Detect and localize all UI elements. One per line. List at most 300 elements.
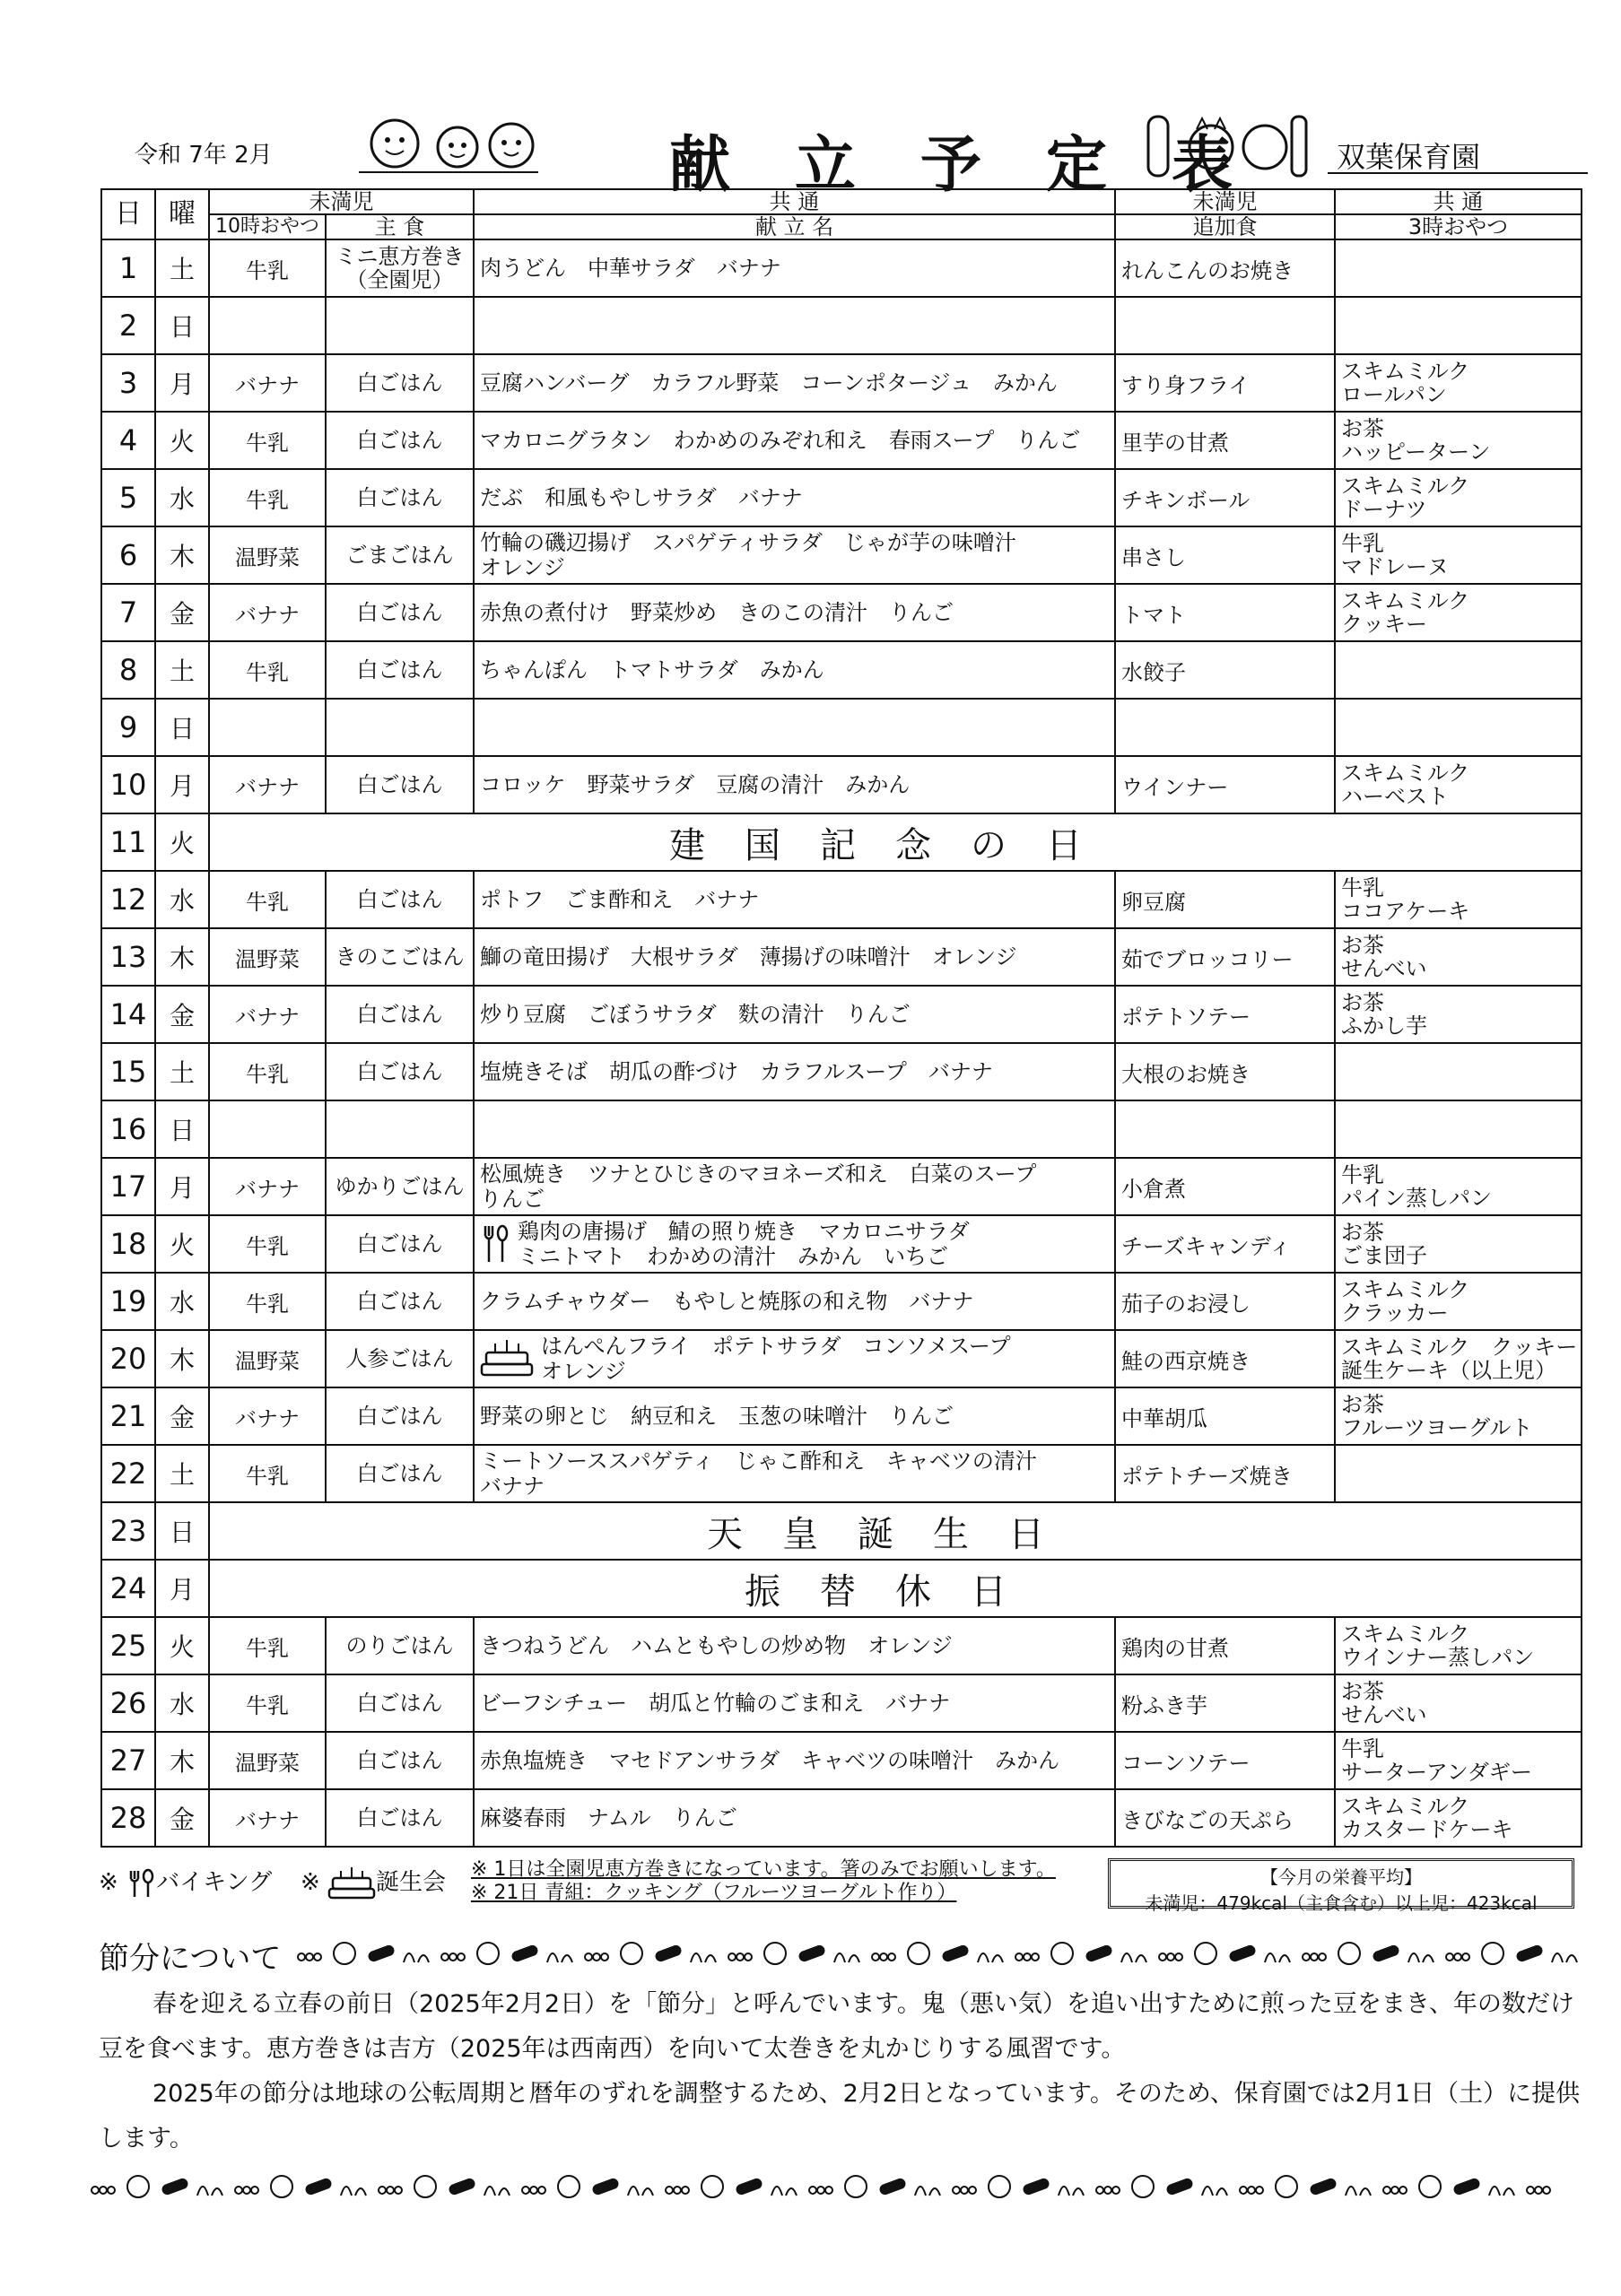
setsubun-motif-icon: [1408, 1953, 1434, 1962]
weekday-cell: 日: [155, 1100, 209, 1158]
extra-food-cell: 鮭の西京焼き: [1115, 1330, 1335, 1387]
dishes-cell: 鶏肉の唐揚げ 鯖の照り焼き マカロニサラダ ミニトマト わかめの清汁 みかん いちご: [474, 1215, 1115, 1273]
header-dishes: 献 立 名: [474, 214, 1115, 239]
extra-food-cell: すり身フライ: [1115, 354, 1335, 412]
extra-food-cell: チキンボール: [1115, 469, 1335, 526]
nursery-underline: [1328, 172, 1588, 174]
table-row: [101, 986, 1582, 1043]
snack3-cell: 牛乳 ココアケーキ: [1335, 871, 1582, 928]
weekday-cell: 金: [155, 584, 209, 641]
staple-cell: ごまごはん: [326, 526, 474, 584]
extra-food-cell: 粉ふき芋: [1115, 1674, 1335, 1732]
page-title: 献 立 予 定 表: [668, 130, 1233, 201]
setsubun-motif-icon: [1121, 1953, 1146, 1962]
day-cell: 5: [101, 469, 155, 526]
setsubun-motif-icon: [1489, 2187, 1514, 2196]
table-row: [101, 871, 1582, 928]
setsubun-motif-icon: [1452, 2177, 1481, 2196]
extra-food-cell: ポテトソテー: [1115, 986, 1335, 1043]
setsubun-motif-icon: [547, 1953, 572, 1962]
snack10-cell: 牛乳: [209, 1215, 326, 1273]
nursery-name: 双葉保育園: [1337, 140, 1481, 174]
day-cell: 15: [101, 1043, 155, 1100]
day-cell: 10: [101, 756, 155, 813]
holiday-cell: 振替休日: [209, 1560, 1582, 1617]
setsubun-motif-icon: [1015, 1953, 1039, 1961]
snack3-cell: 牛乳 サーターアンダギー: [1335, 1732, 1582, 1789]
dishes-cell: [474, 1100, 1115, 1158]
table-row: [101, 699, 1582, 756]
staple-cell: 白ごはん: [326, 354, 474, 412]
header-extra: 追加食: [1115, 214, 1335, 239]
snack3-cell: スキムミルク カスタードケーキ: [1335, 1789, 1582, 1847]
staple-cell: 白ごはん: [326, 986, 474, 1043]
setsubun-motif-icon: [441, 1953, 465, 1961]
day-cell: 11: [101, 813, 155, 871]
table-row: [101, 1387, 1582, 1445]
table-row: [101, 928, 1582, 986]
setsubun-motif-icon: [1096, 2187, 1120, 2194]
table-row: [101, 1789, 1582, 1847]
setsubun-border-bottom-icon: [90, 2170, 1588, 2203]
extra-food-cell: 茄子のお浸し: [1115, 1273, 1335, 1330]
snack10-cell: 牛乳: [209, 641, 326, 699]
snack3-cell: スキムミルク クラッカー: [1335, 1273, 1582, 1330]
dishes-cell: [474, 297, 1115, 354]
dishes-cell: 炒り豆腐 ごぼうサラダ 麩の清汁 りんご: [474, 986, 1115, 1043]
snack3-cell: スキムミルク ロールパン: [1335, 354, 1582, 412]
setsubun-motif-icon: [1276, 2176, 1297, 2197]
menu-table: [100, 188, 1582, 1848]
snack3-cell: お茶 せんべい: [1335, 1674, 1582, 1732]
extra-food-cell: れんこんのお焼き: [1115, 239, 1335, 297]
weekday-cell: 月: [155, 756, 209, 813]
extra-food-cell: [1115, 1100, 1335, 1158]
weekday-cell: 水: [155, 1273, 209, 1330]
birthday-cake-icon: [480, 1338, 534, 1379]
extra-food-cell: ポテトチーズ焼き: [1115, 1445, 1335, 1502]
children-mascot-icon: [341, 109, 547, 181]
setsubun-motif-icon: [1527, 2187, 1550, 2194]
setsubun-motif-icon: [764, 1943, 786, 1964]
snack3-cell: [1335, 699, 1582, 756]
snack10-cell: バナナ: [209, 1387, 326, 1445]
dishes-cell: 豆腐ハンバーグ カラフル野菜 コーンポタージュ みかん: [474, 354, 1115, 412]
snack3-cell: お茶 ふかし芋: [1335, 986, 1582, 1043]
extra-food-cell: チーズキャンディ: [1115, 1215, 1335, 1273]
setsubun-motif-icon: [367, 1944, 396, 1963]
weekday-cell: 火: [155, 1617, 209, 1674]
setsubun-motif-icon: [1195, 1943, 1216, 1964]
setsubun-motif-icon: [558, 2176, 580, 2197]
dishes-cell: ミートソーススパゲティ じゃこ酢和え キャベツの清汁 バナナ: [474, 1445, 1115, 1502]
extra-food-cell: 大根のお焼き: [1115, 1043, 1335, 1100]
staple-cell: 白ごはん: [326, 756, 474, 813]
setsubun-motif-icon: [1552, 1953, 1577, 1962]
header-group-miman: 未満児: [209, 189, 474, 214]
staple-cell: 人参ごはん: [326, 1330, 474, 1387]
header-staple: 主 食: [326, 214, 474, 239]
snack10-cell: バナナ: [209, 986, 326, 1043]
day-cell: 25: [101, 1617, 155, 1674]
setsubun-motif-icon: [1482, 1943, 1503, 1964]
setsubun-motif-icon: [585, 1953, 608, 1961]
setsubun-motif-icon: [834, 1953, 859, 1962]
dishes-cell: 野菜の卵とじ 納豆和え 玉葱の味噌汁 りんご: [474, 1387, 1115, 1445]
fork-spoon-icon: [126, 1868, 156, 1899]
staple-cell: [326, 297, 474, 354]
setsubun-motif-icon: [298, 1953, 321, 1961]
dishes-cell: マカロニグラタン わかめのみぞれ和え 春雨スープ りんご: [474, 412, 1115, 469]
setsubun-motif-icon: [978, 1953, 1003, 1962]
snack10-cell: 牛乳: [209, 469, 326, 526]
setsubun-motif-icon: [628, 2187, 653, 2196]
day-cell: 23: [101, 1502, 155, 1560]
dishes-cell: 竹輪の磯辺揚げ スパゲティサラダ じゃが芋の味噌汁 オレンジ: [474, 526, 1115, 584]
snack10-cell: 温野菜: [209, 928, 326, 986]
setsubun-motif-icon: [1309, 2177, 1338, 2196]
setsubun-motif-icon: [522, 2187, 545, 2194]
staple-cell: 白ごはん: [326, 1445, 474, 1502]
table-row: [101, 1674, 1582, 1732]
table-row: [101, 1273, 1582, 1330]
dishes-cell: だぶ 和風もやしサラダ バナナ: [474, 469, 1115, 526]
weekday-cell: 水: [155, 1674, 209, 1732]
day-cell: 16: [101, 1100, 155, 1158]
dishes-cell: 赤魚の煮付け 野菜炒め きのこの清汁 りんご: [474, 584, 1115, 641]
nutrition-title: 【今月の栄養平均】: [1260, 1866, 1422, 1888]
setsubun-motif-icon: [809, 2187, 832, 2194]
snack10-cell: 牛乳: [209, 239, 326, 297]
dishes-cell: ビーフシチュー 胡瓜と竹輪のごま和え バナナ: [474, 1674, 1115, 1732]
day-cell: 17: [101, 1158, 155, 1215]
setsubun-motif-icon: [621, 1943, 642, 1964]
day-cell: 21: [101, 1387, 155, 1445]
staple-cell: ゆかりごはん: [326, 1158, 474, 1215]
setsubun-motif-icon: [666, 2187, 689, 2194]
setsubun-paragraph-2: 2025年の節分は地球の公転周期と暦年のずれを調整するため、2月2日となっています。そのため、保育園では2月1日（土）に提供します。: [99, 2080, 1581, 2152]
header-weekday: 曜: [155, 189, 209, 239]
setsubun-motif-icon: [414, 2176, 436, 2197]
snack3-cell: [1335, 1043, 1582, 1100]
day-cell: 4: [101, 412, 155, 469]
setsubun-motif-icon: [1165, 2177, 1194, 2196]
note-1: ※ 1日は全園児恵方巻きになっています。箸のみでお願いします。: [471, 1858, 1056, 1881]
staple-cell: 白ごはん: [326, 412, 474, 469]
setsubun-motif-icon: [728, 1953, 752, 1961]
table-row: [101, 1732, 1582, 1789]
setsubun-motif-icon: [878, 2177, 907, 2196]
snack3-cell: お茶 ごま団子: [1335, 1215, 1582, 1273]
staple-cell: 白ごはん: [326, 1674, 474, 1732]
day-cell: 1: [101, 239, 155, 297]
snack3-cell: スキムミルク クッキー 誕生ケーキ（以上児）: [1335, 1330, 1582, 1387]
snack10-cell: 牛乳: [209, 1674, 326, 1732]
extra-food-cell: きびなごの天ぷら: [1115, 1789, 1335, 1847]
setsubun-motif-icon: [1202, 2187, 1227, 2196]
day-cell: 20: [101, 1330, 155, 1387]
setsubun-motif-icon: [379, 2187, 402, 2194]
day-cell: 12: [101, 871, 155, 928]
staple-cell: ミニ恵方巻き （全園児）: [326, 239, 474, 297]
day-cell: 19: [101, 1273, 155, 1330]
snack10-cell: 牛乳: [209, 412, 326, 469]
staple-cell: 白ごはん: [326, 871, 474, 928]
table-row: [101, 469, 1582, 526]
setsubun-motif-icon: [1515, 1944, 1544, 1963]
day-cell: 26: [101, 1674, 155, 1732]
setsubun-motif-icon: [334, 1943, 355, 1964]
staple-cell: 白ごはん: [326, 1273, 474, 1330]
staple-cell: 白ごはん: [326, 1732, 474, 1789]
setsubun-motif-icon: [235, 2187, 258, 2194]
dishes-cell: クラムチャウダー もやしと焼豚の和え物 バナナ: [474, 1273, 1115, 1330]
extra-food-cell: [1115, 297, 1335, 354]
table-row: [101, 297, 1582, 354]
extra-food-cell: 串さし: [1115, 526, 1335, 584]
extra-food-cell: [1115, 699, 1335, 756]
dishes-cell: [474, 699, 1115, 756]
header-snack10: 10時おやつ: [209, 214, 326, 239]
weekday-cell: 日: [155, 297, 209, 354]
dishes-cell: コロッケ 野菜サラダ 豆腐の清汁 みかん: [474, 756, 1115, 813]
dishes-cell: 麻婆春雨 ナムル りんご: [474, 1789, 1115, 1847]
setsubun-motif-icon: [341, 2187, 366, 2196]
setsubun-motif-icon: [1022, 2177, 1050, 2196]
snack10-cell: バナナ: [209, 1158, 326, 1215]
snack10-cell: 牛乳: [209, 1273, 326, 1330]
weekday-cell: 金: [155, 1387, 209, 1445]
snack10-cell: 牛乳: [209, 1617, 326, 1674]
snack10-cell: [209, 699, 326, 756]
setsubun-motif-icon: [1228, 1944, 1257, 1963]
table-row: [101, 1330, 1582, 1387]
snack3-cell: スキムミルク クッキー: [1335, 584, 1582, 641]
setsubun-motif-icon: [92, 2187, 115, 2194]
table-row: [101, 526, 1582, 584]
extra-food-cell: 中華胡瓜: [1115, 1387, 1335, 1445]
nutrition-box: [1108, 1858, 1574, 1914]
dishes-cell: 肉うどん 中華サラダ バナナ: [474, 239, 1115, 297]
legend-viking: ※ バイキング: [99, 1864, 272, 1899]
setsubun-motif-icon: [448, 2177, 476, 2196]
setsubun-motif-icon: [654, 1944, 683, 1963]
weekday-cell: 月: [155, 354, 209, 412]
setsubun-motif-icon: [1446, 1953, 1469, 1961]
day-cell: 27: [101, 1732, 155, 1789]
extra-food-cell: 鶏肉の甘煮: [1115, 1617, 1335, 1674]
setsubun-motif-icon: [771, 2187, 797, 2196]
day-cell: 9: [101, 699, 155, 756]
staple-cell: 白ごはん: [326, 1043, 474, 1100]
snack3-cell: お茶 ハッピーターン: [1335, 412, 1582, 469]
staple-cell: 白ごはん: [326, 469, 474, 526]
setsubun-motif-icon: [477, 1943, 499, 1964]
day-cell: 3: [101, 354, 155, 412]
snack3-cell: お茶 せんべい: [1335, 928, 1582, 986]
era-date: 令和 7年 2月: [135, 142, 273, 169]
weekday-cell: 月: [155, 1158, 209, 1215]
weekday-cell: 水: [155, 469, 209, 526]
snack10-cell: 牛乳: [209, 871, 326, 928]
weekday-cell: 火: [155, 813, 209, 871]
table-row: [101, 1445, 1582, 1502]
header-group-miman2: 未満児: [1115, 189, 1335, 214]
day-cell: 7: [101, 584, 155, 641]
fork-spoon-icon: [480, 1223, 510, 1265]
dishes-cell: ちゃんぽん トマトサラダ みかん: [474, 641, 1115, 699]
weekday-cell: 火: [155, 412, 209, 469]
snack3-cell: スキムミルク ウインナー蒸しパン: [1335, 1617, 1582, 1674]
table-row: [101, 1100, 1582, 1158]
setsubun-motif-icon: [908, 1943, 929, 1964]
table-row: [101, 1158, 1582, 1215]
snack10-cell: バナナ: [209, 584, 326, 641]
weekday-cell: 火: [155, 1215, 209, 1273]
weekday-cell: 日: [155, 699, 209, 756]
day-cell: 6: [101, 526, 155, 584]
setsubun-motif-icon: [1338, 1943, 1360, 1964]
table-row: [101, 1502, 1582, 1560]
snack10-cell: [209, 1100, 326, 1158]
weekday-cell: 木: [155, 526, 209, 584]
weekday-cell: 日: [155, 1502, 209, 1560]
oni-mascot-icon: [1130, 109, 1310, 181]
weekday-cell: 土: [155, 641, 209, 699]
snack3-cell: [1335, 297, 1582, 354]
staple-cell: 白ごはん: [326, 641, 474, 699]
extra-food-cell: 水餃子: [1115, 641, 1335, 699]
weekday-cell: 木: [155, 1732, 209, 1789]
setsubun-motif-icon: [510, 1944, 539, 1963]
table-row: [101, 239, 1582, 297]
setsubun-motif-icon: [271, 2176, 292, 2197]
staple-cell: のりごはん: [326, 1617, 474, 1674]
setsubun-motif-icon: [197, 2187, 222, 2196]
setsubun-motif-icon: [989, 2176, 1010, 2197]
snack3-cell: スキムミルク ドーナツ: [1335, 469, 1582, 526]
table-row: [101, 756, 1582, 813]
snack3-cell: [1335, 641, 1582, 699]
setsubun-motif-icon: [161, 2177, 189, 2196]
setsubun-motif-icon: [872, 1953, 895, 1961]
setsubun-motif-icon: [735, 2177, 763, 2196]
day-cell: 13: [101, 928, 155, 986]
day-cell: 18: [101, 1215, 155, 1273]
weekday-cell: 土: [155, 239, 209, 297]
weekday-cell: 木: [155, 1330, 209, 1387]
setsubun-motif-icon: [484, 2187, 510, 2196]
birthday-cake-icon: [327, 1866, 376, 1901]
staple-cell: きのこごはん: [326, 928, 474, 986]
extra-food-cell: トマト: [1115, 584, 1335, 641]
weekday-cell: 木: [155, 928, 209, 986]
snack10-cell: バナナ: [209, 756, 326, 813]
dishes-cell: きつねうどん ハムともやしの炒め物 オレンジ: [474, 1617, 1115, 1674]
table-row: [101, 641, 1582, 699]
extra-food-cell: 卵豆腐: [1115, 871, 1335, 928]
weekday-cell: 土: [155, 1043, 209, 1100]
header-group-kyotsu: 共 通: [474, 189, 1115, 214]
nutrition-value: 未満児：479kcal（主食含む）以上児：423kcal: [1145, 1892, 1538, 1914]
header-day: 日: [101, 189, 155, 239]
note-2: ※ 21日 青組：クッキング（フルーツヨーグルト作り）: [471, 1882, 957, 1904]
setsubun-border-top-icon: [296, 1937, 1588, 1970]
snack3-cell: スキムミルク ハーベスト: [1335, 756, 1582, 813]
weekday-cell: 金: [155, 1789, 209, 1847]
setsubun-motif-icon: [1159, 1953, 1182, 1961]
day-cell: 24: [101, 1560, 155, 1617]
setsubun-motif-icon: [1383, 2187, 1407, 2194]
staple-cell: [326, 699, 474, 756]
weekday-cell: 金: [155, 986, 209, 1043]
extra-food-cell: コーンソテー: [1115, 1732, 1335, 1789]
table-row: [101, 412, 1582, 469]
staple-cell: 白ごはん: [326, 1387, 474, 1445]
weekday-cell: 水: [155, 871, 209, 928]
dishes-cell: はんぺんフライ ポテトサラダ コンソメスープ オレンジ: [474, 1330, 1115, 1387]
snack10-cell: 牛乳: [209, 1445, 326, 1502]
weekday-cell: 土: [155, 1445, 209, 1502]
dishes-cell: ポトフ ごま酢和え バナナ: [474, 871, 1115, 928]
setsubun-motif-icon: [1419, 2176, 1441, 2197]
dishes-cell: 塩焼きそば 胡瓜の酢づけ カラフルスープ バナナ: [474, 1043, 1115, 1100]
setsubun-motif-icon: [1346, 2187, 1371, 2196]
table-row: [101, 584, 1582, 641]
snack10-cell: 温野菜: [209, 1732, 326, 1789]
table-row: [101, 354, 1582, 412]
notes: [471, 1858, 1056, 1905]
table-row: [101, 1617, 1582, 1674]
legend-birthday: ※ 誕生会: [301, 1864, 446, 1901]
table-row: [101, 1043, 1582, 1100]
snack10-cell: 牛乳: [209, 1043, 326, 1100]
setsubun-motif-icon: [915, 2187, 940, 2196]
setsubun-motif-icon: [953, 2187, 976, 2194]
snack10-cell: バナナ: [209, 354, 326, 412]
setsubun-motif-icon: [1303, 1953, 1326, 1961]
setsubun-motif-icon: [304, 2177, 333, 2196]
setsubun-motif-icon: [702, 2176, 723, 2197]
snack3-cell: [1335, 1100, 1582, 1158]
extra-food-cell: 里芋の甘煮: [1115, 412, 1335, 469]
day-cell: 8: [101, 641, 155, 699]
setsubun-motif-icon: [404, 1953, 429, 1962]
setsubun-motif-icon: [797, 1944, 826, 1963]
extra-food-cell: 茹でブロッコリー: [1115, 928, 1335, 986]
weekday-cell: 月: [155, 1560, 209, 1617]
extra-food-cell: 小倉煮: [1115, 1158, 1335, 1215]
snack10-cell: 温野菜: [209, 1330, 326, 1387]
staple-cell: 白ごはん: [326, 1789, 474, 1847]
setsubun-motif-icon: [691, 1953, 716, 1962]
staple-cell: 白ごはん: [326, 584, 474, 641]
setsubun-motif-icon: [845, 2176, 867, 2197]
staple-cell: [326, 1100, 474, 1158]
setsubun-motif-icon: [1265, 1953, 1290, 1962]
table-row: [101, 1215, 1582, 1273]
snack10-cell: 温野菜: [209, 526, 326, 584]
extra-food-cell: ウインナー: [1115, 756, 1335, 813]
setsubun-motif-icon: [941, 1944, 970, 1963]
snack3-cell: 牛乳 マドレーヌ: [1335, 526, 1582, 584]
snack3-cell: [1335, 1445, 1582, 1502]
table-row: [101, 813, 1582, 871]
setsubun-motif-icon: [1372, 1944, 1400, 1963]
dishes-cell: 松風焼き ツナとひじきのマヨネーズ和え 白菜のスープ りんご: [474, 1158, 1115, 1215]
snack3-cell: お茶 フルーツヨーグルト: [1335, 1387, 1582, 1445]
setsubun-motif-icon: [1240, 2187, 1263, 2194]
